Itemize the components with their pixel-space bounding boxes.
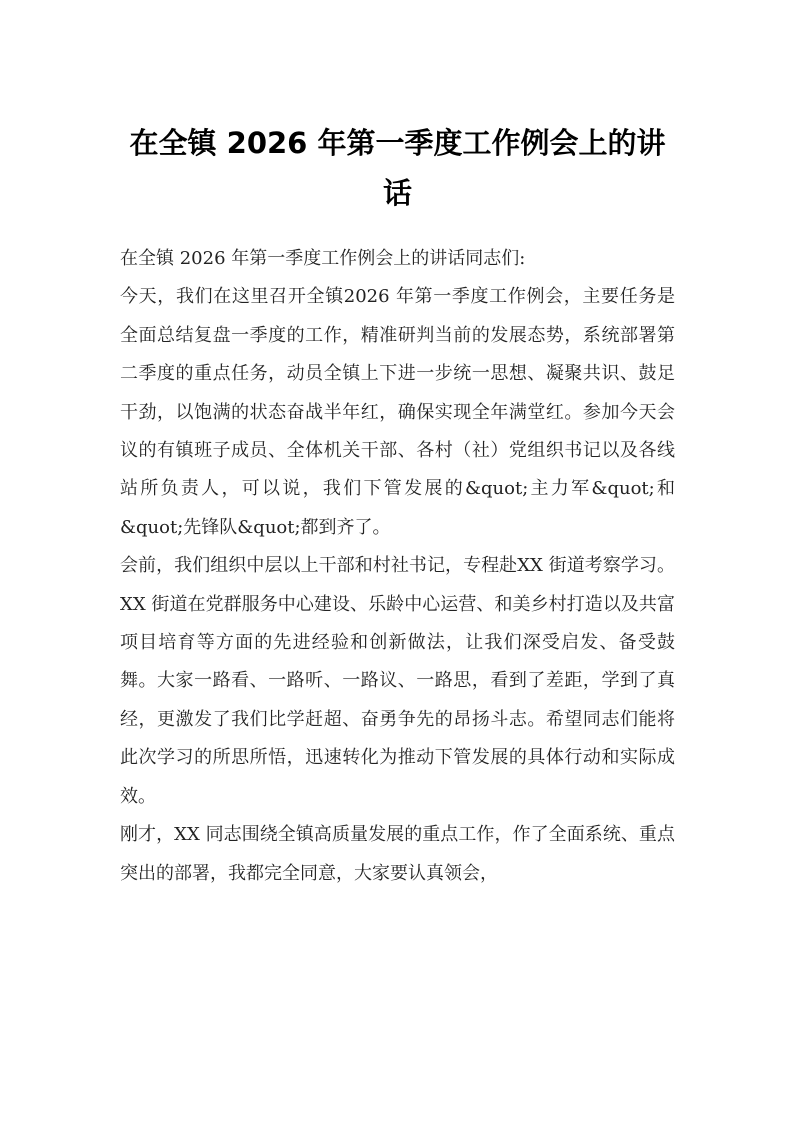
body-paragraph: 今天，我们在这里召开全镇2026 年第一季度工作例会，主要任务是全面总结复盘一季度的工作，精准研判当前的发展态势，系统部署第二季度的重点任务，动员全镇上下进一步统一思想、凝聚共识、鼓足干劲，以饱满的状态奋战半年红，确保实现全年满堂红。参加今天会议的有镇班子成员、全体机关干部、各村（社）党组织书记以及各线站所负责人，可以说，我们下管发展的&quot;主力军&quot;和 &quot;先锋队&quot;都到齐了。 bbox=[120, 286, 675, 538]
body-paragraph: 会前，我们组织中层以上干部和村社书记，专程赴XX 街道考察学习。XX 街道在党群服务中心建设、乐龄中心运营、和美乡村打造以及共富项目培育等方面的先进经验和创新做法，让我们深受启发、备受鼓舞。大家一路看、一路听、一路议、一路思，看到了差距，学到了真经，更激发了我们比学赶超、奋勇争先的昂扬斗志。希望同志们能将此次学习的所思所悟，迅速转化为推动下管发展的具体行动和实际成效。 bbox=[120, 555, 675, 807]
body-paragraph: 刚才，XX 同志围绕全镇高质量发展的重点工作，作了全面系统、重点突出的部署，我都完全同意，大家要认真领会， bbox=[120, 824, 675, 884]
body-paragraph: 在全镇 2026 年第一季度工作例会上的讲话同志们: bbox=[120, 248, 526, 269]
document-body bbox=[120, 240, 675, 893]
document-title: 在全镇 2026 年第一季度工作例会上的讲话 bbox=[129, 126, 666, 210]
